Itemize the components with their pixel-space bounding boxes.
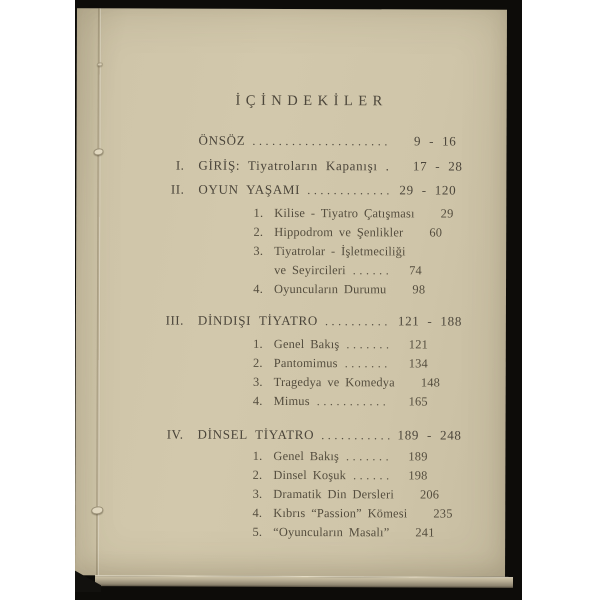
dot-leader [307, 181, 390, 200]
entry-page: 241 [415, 525, 435, 540]
entry-page: 198 [408, 468, 428, 483]
entry-page: 189 - 248 [397, 427, 462, 443]
entry-label: OYUN YAŞAMI [198, 181, 301, 198]
toc-entry-continuation [154, 261, 456, 281]
dot-leader [317, 392, 390, 411]
toc-entry [154, 131, 456, 151]
entry-label: ÖNSÖZ [198, 132, 246, 148]
book-page [75, 8, 507, 576]
entry-page: 235 [433, 506, 453, 521]
entry-page: 9 - 16 [413, 133, 457, 149]
entry-numeral: 1. [253, 336, 263, 351]
entry-page: 60 [429, 225, 443, 240]
entry-numeral: 3. [252, 374, 263, 389]
entry-label: Oyuncuların Durumu [273, 281, 387, 297]
entry-numeral: 3. [252, 486, 263, 501]
toc-rows [153, 131, 463, 543]
toc-entry [153, 523, 455, 543]
table-of-contents [153, 92, 463, 543]
entry-label: DİNSEL TİYATRO [197, 426, 315, 443]
entry-numeral: II. [170, 181, 185, 197]
dot-leader [325, 312, 390, 331]
toc-entry [154, 373, 456, 393]
toc-entry [154, 392, 456, 412]
toc-entry [153, 466, 455, 486]
toc-entry [153, 485, 455, 505]
entry-page: 29 [440, 206, 454, 221]
toc-entry [153, 504, 455, 524]
entry-numeral: I. [175, 157, 185, 173]
entry-numeral: 3. [253, 243, 264, 258]
entry-page: 189 [408, 449, 428, 464]
stitch-hole [97, 62, 103, 66]
entry-label: ve Seyircileri [274, 262, 346, 278]
dot-leader [353, 261, 390, 280]
entry-page: 134 [408, 356, 428, 371]
entry-page: 165 [408, 394, 428, 409]
book-photo [75, 0, 522, 600]
dot-leader [346, 447, 389, 466]
entry-page: 98 [412, 282, 426, 297]
toc-entry [154, 180, 456, 200]
entry-page: 29 - 120 [399, 182, 457, 198]
entry-label: Kıbrıs “Passion” Kömesi [273, 505, 408, 521]
entry-label: Hippodrom ve Şenlikler [274, 224, 404, 240]
entry-page: 17 - 28 [412, 158, 463, 174]
dot-leader [345, 354, 390, 373]
entry-numeral: 1. [252, 448, 263, 463]
toc-entry [154, 242, 456, 262]
toc-title: İÇİNDEKİLER [235, 92, 388, 110]
entry-numeral: 4. [253, 281, 264, 296]
entry-numeral: 4. [252, 505, 263, 520]
entry-label: Mimus [273, 393, 310, 409]
entry-numeral: 1. [253, 205, 264, 220]
entry-page: 206 [419, 487, 440, 502]
entry-label: Tragedya ve Komedya [273, 374, 395, 390]
stitch-thread-bottom [91, 506, 103, 514]
entry-label: Tiyatrolar - İşletmeciliği [274, 243, 406, 259]
spine-crease [96, 8, 100, 575]
entry-label: Dramatik Din Dersleri [273, 486, 395, 502]
entry-numeral: III. [165, 312, 184, 328]
stitch-thread-top [93, 148, 103, 155]
entry-numeral: 2. [253, 355, 263, 370]
toc-entry [154, 335, 456, 355]
toc-entry [154, 311, 463, 331]
entry-page: 74 [409, 263, 422, 278]
entry-label: Kilise - Tiyatro Çatışması [274, 205, 415, 221]
dot-leader [346, 335, 389, 354]
page-bottom-edge [95, 575, 513, 588]
entry-page: 148 [420, 375, 441, 390]
entry-label: GİRİŞ: Tiyatroların Kapanışı . [198, 157, 390, 174]
entry-page: 121 - 188 [397, 313, 463, 329]
entry-numeral: 5. [252, 524, 263, 539]
entry-numeral: IV. [166, 426, 184, 442]
dot-leader [353, 466, 389, 485]
toc-entry [154, 156, 463, 176]
toc-entry [153, 447, 455, 467]
entry-label: Genel Bakış [273, 336, 340, 352]
toc-entry [154, 354, 456, 374]
entry-label: Genel Bakış [273, 448, 340, 464]
entry-numeral: 4. [252, 393, 263, 408]
entry-page: 121 [408, 337, 429, 352]
entry-numeral: 2. [252, 467, 263, 482]
dot-leader [321, 426, 389, 445]
entry-numeral: 2. [253, 224, 264, 239]
entry-label: Pantomimus [273, 355, 338, 371]
toc-entry [154, 280, 456, 300]
toc-entry [154, 223, 456, 243]
toc-entry [153, 425, 462, 445]
dot-leader [252, 132, 390, 151]
toc-entry [154, 204, 456, 224]
entry-label: Dinsel Koşuk [273, 467, 347, 483]
entry-label: DİNDIŞI TİYATRO [197, 312, 318, 329]
entry-label: “Oyuncuların Masalı” [273, 524, 390, 540]
